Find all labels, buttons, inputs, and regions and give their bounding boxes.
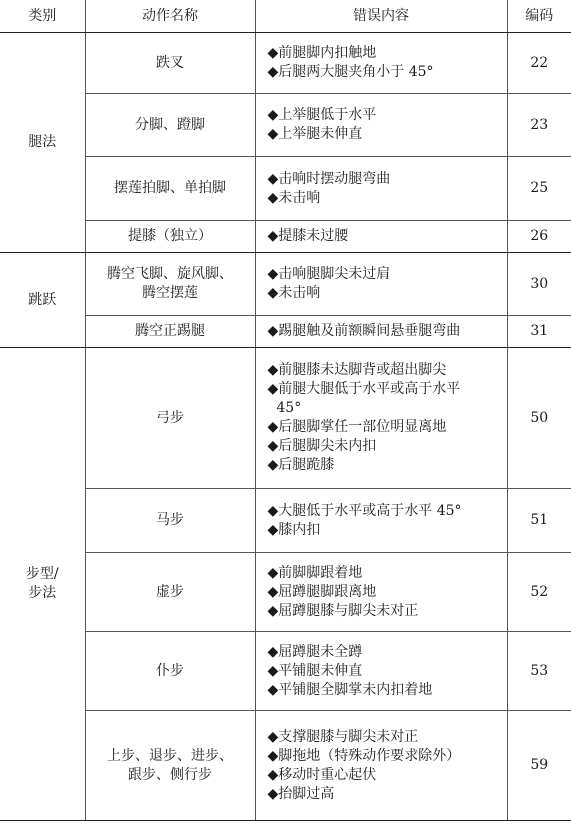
table-row: [0, 711, 571, 821]
action-cell: 分脚、蹬脚: [85, 94, 255, 157]
error-item: ◆未击响: [267, 285, 321, 301]
code-cell: 53: [507, 632, 571, 711]
header-row: [0, 0, 571, 33]
error-item: ◆后腿跪膝: [267, 457, 335, 473]
code-cell: 52: [507, 553, 571, 632]
error-item: ◆平铺腿未伸直: [267, 662, 363, 679]
action-cell: 马步: [85, 489, 255, 553]
header-action: 动作名称: [85, 0, 255, 33]
table-row: [0, 489, 571, 553]
error-item: ◆上举腿低于水平: [267, 107, 377, 123]
error-item: ◆后腿两大腿夹角小于 45°: [267, 64, 434, 80]
code-cell: 51: [507, 489, 571, 553]
code-cell: 25: [507, 157, 571, 221]
error-item: ◆后腿脚掌任一部位明显离地: [267, 419, 447, 435]
action-cell: 摆莲拍脚、单拍脚: [85, 157, 255, 221]
table-row: [0, 348, 571, 489]
error-cell: [255, 253, 507, 316]
error-item: ◆后腿脚尖未内扣: [267, 438, 377, 454]
error-item: ◆屈蹲腿膝与脚尖未对正: [267, 602, 419, 619]
error-item: ◆屈蹲腿未全蹲: [267, 643, 363, 660]
code-cell: 30: [507, 253, 571, 316]
error-item: ◆屈蹲腿脚跟离地: [267, 583, 377, 600]
error-item: ◆未击响: [267, 189, 321, 206]
error-item: ◆踢腿触及前额瞬间悬垂腿弯曲: [267, 323, 461, 339]
error-cell: [255, 489, 507, 553]
table-row: [0, 157, 571, 221]
action-line: 上步、退步、进步、: [107, 747, 233, 764]
table-row: [0, 553, 571, 632]
error-item: ◆前腿膝未达脚背或超出脚尖: [267, 362, 447, 378]
error-item: ◆上举腿未伸直: [267, 126, 363, 142]
error-cell: [255, 711, 507, 821]
error-item: ◆膝内扣: [267, 521, 321, 538]
error-item: ◆击响腿脚尖未过肩: [267, 266, 391, 282]
category-cell: 腿法: [0, 33, 85, 253]
error-item: ◆提膝未过腰: [267, 228, 349, 244]
error-item: ◆支撑腿膝与脚尖未对正: [267, 728, 419, 745]
error-item: ◆抬脚过高: [267, 785, 335, 802]
error-cell: [255, 553, 507, 632]
error-cell: [255, 632, 507, 711]
table-row: [0, 221, 571, 253]
action-cell: 虚步: [85, 553, 255, 632]
category-line: 步型/: [25, 566, 59, 582]
error-item: ◆大腿低于水平或高于水平 45°: [267, 502, 462, 519]
table-row: [0, 33, 571, 94]
action-line: 跟步、侧行步: [128, 766, 212, 783]
error-item: ◆移动时重心起伏: [267, 766, 377, 783]
action-line: 腾空飞脚、旋风脚、: [107, 266, 233, 282]
action-cell: [85, 253, 255, 316]
header-code: 编码: [507, 0, 571, 33]
code-cell: 59: [507, 711, 571, 821]
action-line: 腾空摆莲: [142, 285, 198, 301]
code-cell: 50: [507, 348, 571, 489]
category-line: 步法: [28, 585, 57, 601]
code-cell: 31: [507, 316, 571, 348]
category-cell: [0, 348, 85, 821]
error-cell: [255, 33, 507, 94]
header-error: 错误内容: [255, 0, 507, 33]
error-cell: [255, 316, 507, 348]
action-cell: 弓步: [85, 348, 255, 489]
action-cell: 跌叉: [85, 33, 255, 94]
action-cell: 提膝（独立）: [85, 221, 255, 253]
table-row: [0, 253, 571, 316]
code-cell: 26: [507, 221, 571, 253]
error-item: ◆前腿大腿低于水平或高于水平: [267, 381, 461, 397]
error-cell: [255, 221, 507, 253]
action-cell: 仆步: [85, 632, 255, 711]
error-cell: [255, 348, 507, 489]
table-row: [0, 632, 571, 711]
table-row: [0, 94, 571, 157]
error-item: ◆前脚脚跟着地: [267, 564, 363, 581]
error-item: ◆脚拖地（特殊动作要求除外）: [267, 747, 461, 764]
error-item: ◆前腿脚内扣触地: [267, 45, 377, 61]
action-cell: 腾空正踢腿: [85, 316, 255, 348]
code-cell: 22: [507, 33, 571, 94]
error-cell: [255, 157, 507, 221]
category-cell: 跳跃: [0, 253, 85, 348]
header-category: 类别: [0, 0, 85, 33]
table-row: [0, 316, 571, 348]
error-cell: [255, 94, 507, 157]
error-item: ◆平铺腿全脚掌未内扣着地: [267, 681, 433, 698]
code-cell: 23: [507, 94, 571, 157]
action-cell: [85, 711, 255, 821]
error-item: 45°: [267, 400, 302, 416]
error-item: ◆击响时摆动腿弯曲: [267, 170, 391, 187]
